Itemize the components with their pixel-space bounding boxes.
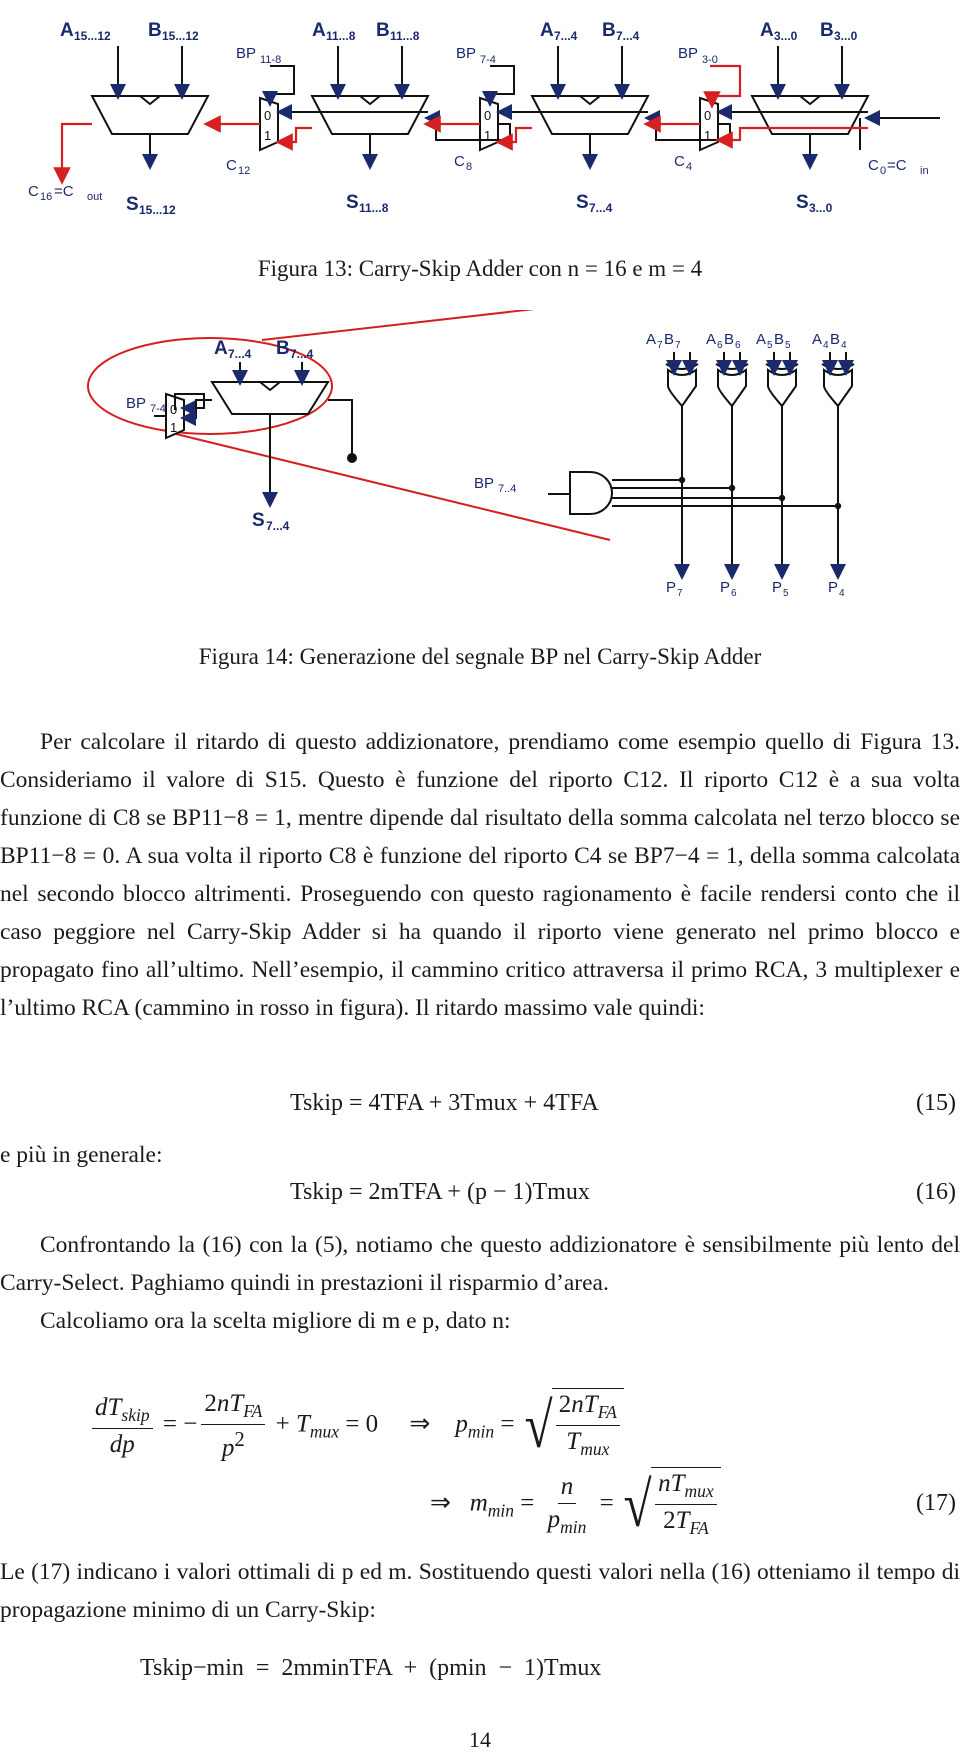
in-a4: A — [812, 331, 823, 348]
label-cin-sub: in — [920, 165, 929, 177]
out-p7: P — [666, 579, 677, 596]
label-s3: S — [796, 192, 809, 213]
label-c12: C — [226, 157, 237, 174]
fig14-label-a7: A — [214, 338, 228, 359]
mux-c8-1: 1 — [484, 128, 492, 143]
label-s15: S — [126, 194, 139, 215]
label-s7-sub: 7...4 — [589, 201, 613, 215]
fig14-mux-1: 1 — [170, 420, 178, 435]
equation-15-number: (15) — [916, 1090, 956, 1116]
adder-block-11-8 — [312, 96, 428, 134]
label-c0-eq: =C — [887, 157, 907, 174]
xor-gate-7 — [666, 364, 698, 406]
label-a7: A — [540, 20, 554, 41]
label-c16: C — [28, 183, 39, 200]
paragraph-2 — [0, 1226, 960, 1340]
figure-13-carry-skip-diagram — [0, 0, 960, 225]
out-p6: P — [720, 579, 731, 596]
mux-c8-0: 0 — [484, 108, 492, 123]
label-c4: C — [674, 153, 685, 170]
adder-block-7-4 — [532, 96, 648, 134]
label-a15-sub: 15...12 — [74, 29, 111, 43]
label-cout-sub: out — [87, 191, 103, 203]
out-p4: P — [828, 579, 839, 596]
fig14-label-s-sub: 7...4 — [266, 519, 290, 533]
label-c16-sub: 16 — [40, 191, 53, 203]
in-a5: A — [756, 331, 767, 348]
mid-text-block — [0, 1136, 960, 1174]
xor-gate-5 — [766, 364, 798, 406]
label-bp3: BP — [678, 45, 699, 62]
label-b3-sub: 3...0 — [834, 29, 858, 43]
label-b7: B — [602, 20, 616, 41]
label-c0-sub: 0 — [880, 165, 887, 177]
label-a11: A — [312, 20, 326, 41]
in-a7: A — [646, 331, 657, 348]
mux-c4-1: 1 — [704, 128, 712, 143]
paragraph-4-text: Le (17) indicano i valori ottimali di p ed m. Sostituendo questi valori nella (16) otteniamo il tempo di propagazione minimo di un Carry-Skip: — [0, 1559, 960, 1623]
label-c16-eq: =C — [54, 183, 74, 200]
xor-gate-6 — [716, 364, 748, 406]
equation-tskip-min: Tskip−min = 2mminTFA + (pmin − 1)Tmux — [140, 1655, 602, 1681]
equation-17-line-2: ⇒ $m_{min}$ = $\frac{n}{p_{min}}$ = √ $\frac{nT_{mux}}{2T_{FA}}$ — [430, 1467, 721, 1543]
in-b6-sub: 6 — [735, 340, 741, 351]
adder-block-15-12 — [92, 96, 208, 134]
in-b5: B — [774, 331, 785, 348]
mux-c12-0: 0 — [264, 108, 272, 123]
equation-15: Tskip = 4TFA + 3Tmux + 4TFA — [290, 1090, 599, 1116]
label-bp11: BP — [236, 45, 257, 62]
label-bp11-sub: 11-8 — [260, 54, 282, 66]
figure-14-caption: Figura 14: Generazione del segnale BP nel Carry-Skip Adder — [198, 644, 762, 669]
label-s11: S — [346, 192, 359, 213]
label-bp3-sub: 3-0 — [702, 54, 718, 66]
in-a6-sub: 6 — [717, 340, 723, 351]
label-a3: A — [760, 20, 774, 41]
figure-14-bp-generation-diagram — [0, 310, 960, 610]
out-p5-sub: 5 — [783, 588, 789, 599]
xor-gate-4 — [822, 364, 854, 406]
fig14-label-a7-sub: 7...4 — [228, 347, 252, 361]
fig14-label-bp-and-sub: 7..4 — [498, 483, 517, 495]
equation-17-line-1: $\frac{dT_{skip}}{dp}$ = − $\frac{2nT_{FA}}{p^2}$ + $T_{mux} = 0$ ⇒ $p_{min}$ = √ $\frac{2nT_{FA}}{T_{mux}}$ — [88, 1388, 624, 1464]
in-b5-sub: 5 — [785, 340, 791, 351]
out-p7-sub: 7 — [677, 588, 683, 599]
equation-16-number: (16) — [916, 1179, 956, 1205]
label-b15-sub: 15...12 — [162, 29, 199, 43]
paragraph-1-text: Per calcolare il ritardo di questo addizionatore, prendiamo come esempio quello di Figura 13. Consideriamo il valore di S15. Questo è funzione del riporto C12. Il riporto C12 è a sua volta funzione di C8 se BP11−8 = 1, mentre dipende dal risultato della somma calcolata nel terzo blocco se BP11−8 = 0. A sua volta il riporto C8 è funzione del riporto C4 se BP7−4 = 1, della somma calcolata nel secondo blocco altrimenti. Proseguendo con questo ragionamento è facile rendersi conto che il caso peggiore nel Carry-Skip Adder si ha quando il riporto viene generato nel primo blocco e propagato fino all’ultimo. Nell’esempio, il cammino critico attraversa il primo RCA, 3 multiplexer e l’ultimo RCA (cammino in rosso in figura). Il ritardo massimo vale quindi: — [0, 729, 960, 1021]
in-b4: B — [830, 331, 841, 348]
in-b4-sub: 4 — [841, 340, 847, 351]
paragraph-1 — [0, 723, 960, 1027]
label-a15: A — [60, 20, 74, 41]
paragraph-4 — [0, 1553, 960, 1629]
fig14-label-s: S — [252, 510, 265, 531]
label-s7: S — [576, 192, 589, 213]
in-a6: A — [706, 331, 717, 348]
fig14-label-b7: B — [276, 338, 290, 359]
in-a7-sub: 7 — [657, 340, 663, 351]
in-b6: B — [724, 331, 735, 348]
fig14-label-bp: BP — [126, 395, 147, 412]
out-p5: P — [772, 579, 783, 596]
equation-16: Tskip = 2mTFA + (p − 1)Tmux — [290, 1179, 590, 1205]
label-c0: C — [868, 157, 879, 174]
fig14-adder-block — [212, 382, 328, 414]
fig14-mux-0: 0 — [170, 402, 178, 417]
label-a3-sub: 3...0 — [774, 29, 798, 43]
label-s3-sub: 3...0 — [809, 201, 833, 215]
out-p6-sub: 6 — [731, 588, 737, 599]
mid-text: e più in generale: — [0, 1142, 163, 1168]
mux-c4-0: 0 — [704, 108, 712, 123]
label-bp7-sub: 7-4 — [480, 54, 496, 66]
in-a5-sub: 5 — [767, 340, 773, 351]
label-c8-sub: 8 — [466, 161, 473, 173]
label-c4-sub: 4 — [686, 161, 693, 173]
label-bp7: BP — [456, 45, 477, 62]
label-a11-sub: 11...8 — [326, 29, 356, 43]
mux-c12-1: 1 — [264, 128, 272, 143]
in-a4-sub: 4 — [823, 340, 829, 351]
out-p4-sub: 4 — [839, 588, 845, 599]
in-b7-sub: 7 — [675, 340, 681, 351]
fig14-label-bp-sub: 7-4 — [150, 403, 166, 415]
page-number: 14 — [469, 1727, 491, 1752]
fig14-label-b7-sub: 7...4 — [290, 347, 314, 361]
label-b15: B — [148, 20, 162, 41]
figure-13-caption: Figura 13: Carry-Skip Adder con n = 16 e m = 4 — [257, 256, 703, 281]
label-b3: B — [820, 20, 834, 41]
label-b11-sub: 11...8 — [390, 29, 420, 43]
label-c8: C — [454, 153, 465, 170]
in-b7: B — [664, 331, 675, 348]
equation-17-number: (17) — [916, 1490, 956, 1516]
paragraph-3-text: Calcoliamo ora la scelta migliore di m e p, dato n: — [40, 1308, 511, 1334]
label-b11: B — [376, 20, 390, 41]
label-a7-sub: 7...4 — [554, 29, 578, 43]
label-s15-sub: 15...12 — [139, 203, 176, 217]
label-c12-sub: 12 — [238, 165, 251, 177]
label-s11-sub: 11...8 — [359, 201, 389, 215]
paragraph-2-text: Confrontando la (16) con la (5), notiamo che questo addizionatore è sensibilmente più lento del Carry-Select. Paghiamo quindi in prestazioni il risparmio d’area. — [0, 1232, 960, 1296]
fig14-label-bp-and: BP — [474, 475, 495, 492]
and-gate — [570, 472, 612, 514]
label-b7-sub: 7...4 — [616, 29, 640, 43]
